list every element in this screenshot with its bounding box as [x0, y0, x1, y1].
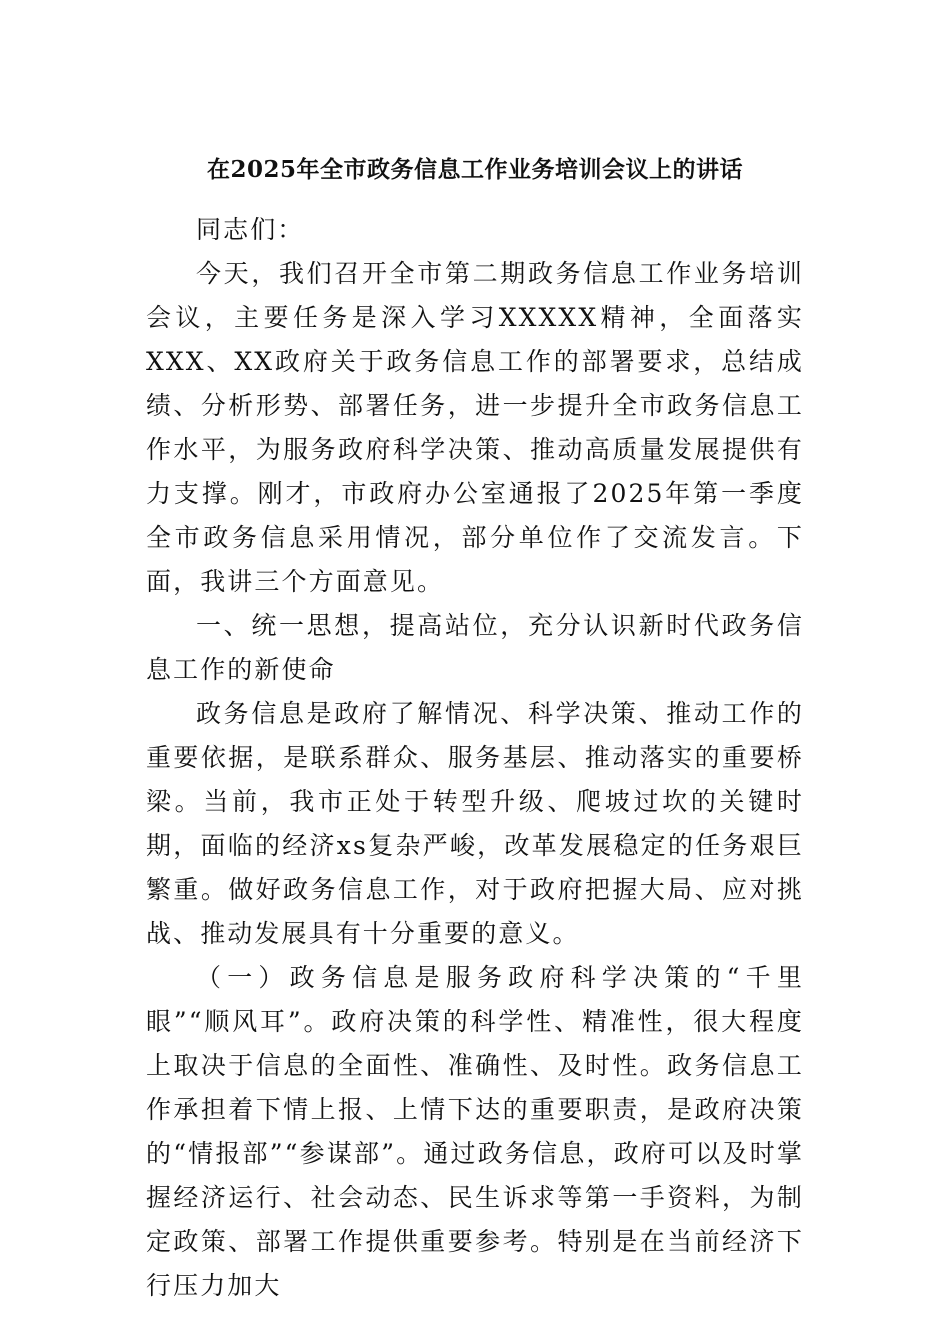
paragraph-section-1: 政务信息是政府了解情况、科学决策、推动工作的重要依据，是联系群众、服务基层、推动落实的重要桥梁。当前，我市正处于转型升级、爬坡过坎的关键时期，面临的经济xs复杂严峻，改革发展稳定的任务艰巨繁重。做好政务信息工作，对于政府把握大局、应对挑战、推动发展具有十分重要的意义。: [146, 699, 804, 948]
salutation: 同志们：: [196, 215, 305, 244]
document-title: 在2025年全市政务信息工作业务培训会议上的讲话: [206, 156, 743, 183]
section-heading-1: 一、统一思想，提高站位，充分认识新时代政务信息工作的新使命: [146, 611, 804, 684]
paragraph-subsection-1: （一）政务信息是服务政府科学决策的“千里眼”“顺风耳”。政府决策的科学性、精准性，很大程度上取决于信息的全面性、准确性、及时性。政务信息工作承担着下情上报、上情下达的重要职责，是政府决策的“情报部”“参谋部”。通过政务信息，政府可以及时掌握经济运行、社会动态、民生诉求等第一手资料，为制定政策、部署工作提供重要参考。特别是在当前经济下行压力加大: [146, 963, 804, 1300]
paragraph-intro: 今天，我们召开全市第二期政务信息工作业务培训会议，主要任务是深入学习XXXXX精神，全面落实XXX、XX政府关于政务信息工作的部署要求，总结成绩、分析形势、部署任务，进一步提升全市政务信息工作水平，为服务政府科学决策、推动高质量发展提供有力支撑。刚才，市政府办公室通报了2025年第一季度全市政务信息采用情况，部分单位作了交流发言。下面，我讲三个方面意见。: [146, 259, 804, 596]
document-page: [146, 148, 804, 1308]
